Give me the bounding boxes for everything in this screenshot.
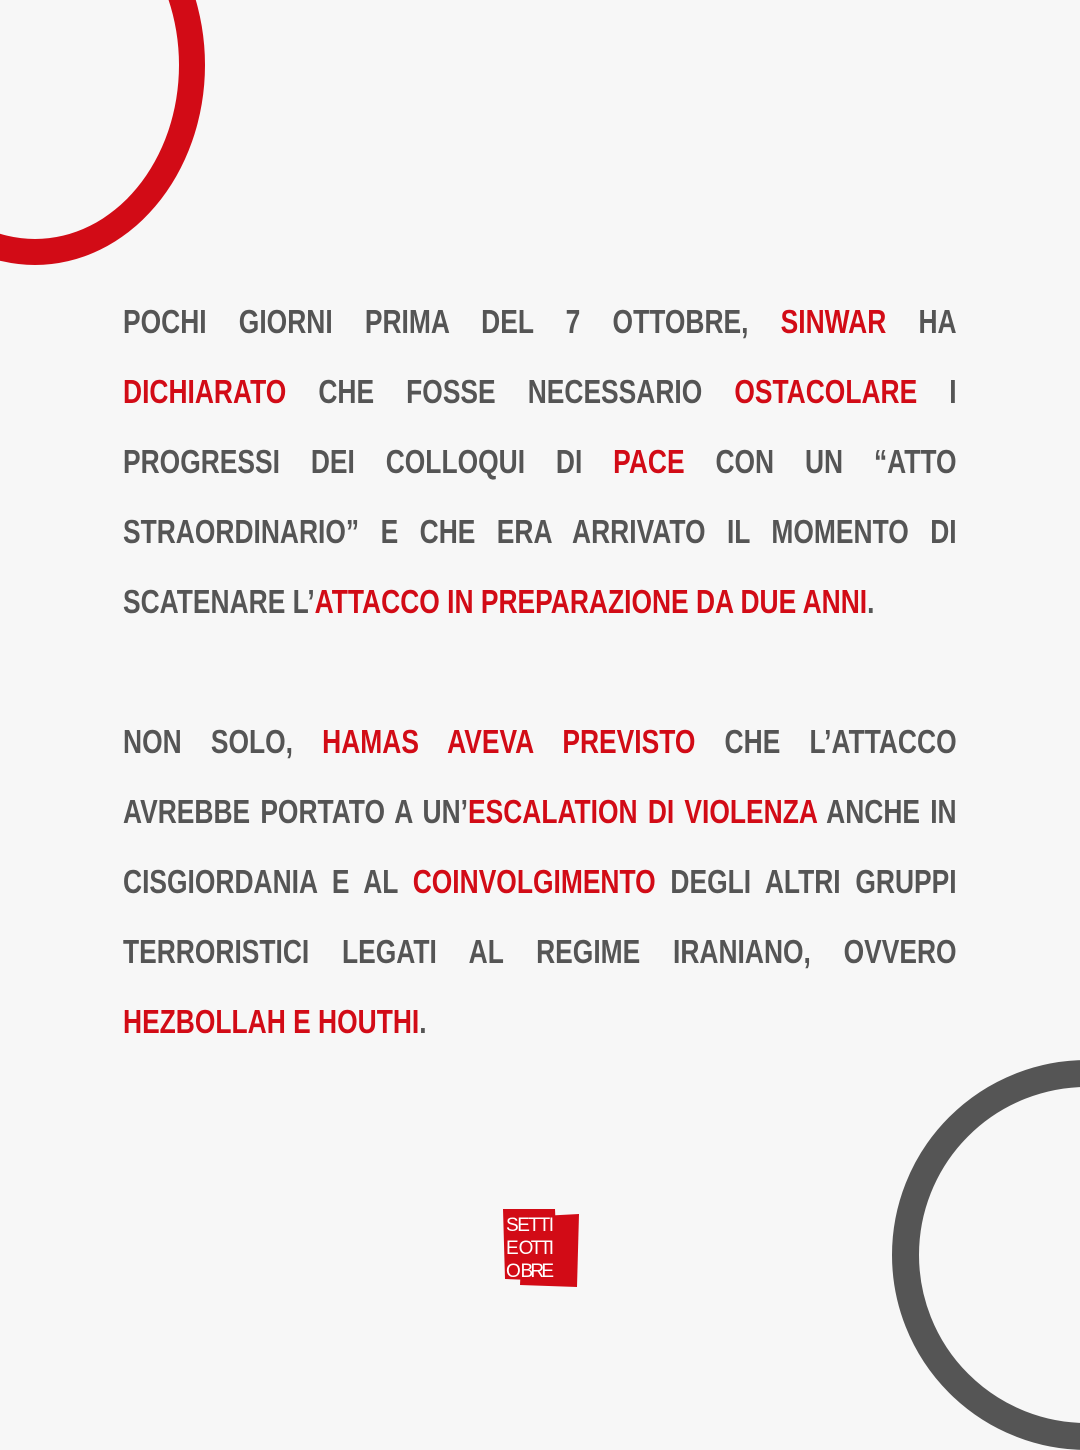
logo-letters (506, 1215, 554, 1282)
logo-row-1: SETTI (506, 1215, 554, 1236)
paragraph-2-line-4 (123, 917, 957, 987)
highlighted-text: SINWAR (780, 303, 887, 340)
paragraph-1-line-4 (123, 497, 957, 567)
paragraph-1-line-2 (123, 357, 957, 427)
body-text: CISGIORDANIA E AL (123, 863, 413, 900)
highlighted-text: HEZBOLLAH E HOUTHI (123, 1003, 420, 1040)
body-text: CHE FOSSE NECESSARIO (286, 373, 735, 410)
paragraph-1 (123, 287, 957, 637)
body-text: I (917, 373, 957, 410)
paragraph-1-line-5 (123, 567, 957, 637)
highlighted-text: OSTACOLARE (734, 373, 918, 410)
highlighted-text: DICHIARATO (123, 373, 287, 410)
body-text: DEGLI ALTRI GRUPPI (655, 863, 957, 900)
decorative-ring-bottom (892, 1060, 1080, 1450)
body-text: POCHI GIORNI PRIMA DEL 7 OTTOBRE, (123, 303, 781, 340)
paragraph-2 (123, 707, 957, 1057)
highlighted-text: HAMAS AVEVA PREVISTO (322, 723, 696, 760)
paragraph-2-line-3 (123, 847, 957, 917)
decorative-ring-top (0, 0, 205, 265)
paragraph-2-line-5 (123, 987, 957, 1057)
highlighted-text: COINVOLGIMENTO (412, 863, 656, 900)
body-text: SCATENARE L’ (123, 583, 315, 620)
logo-row-2: E OTTI (506, 1238, 554, 1259)
body-text: ANCHE IN (816, 793, 957, 830)
highlighted-text: PACE (613, 443, 685, 480)
body-text: NON SOLO, (123, 723, 323, 760)
body-text: HA (886, 303, 957, 340)
paragraph-2-line-1 (123, 707, 957, 777)
highlighted-text: ATTACCO IN PREPARAZIONE DA DUE ANNI (314, 583, 868, 620)
body-text: . (419, 1003, 427, 1040)
body-text: CHE L’ATTACCO (695, 723, 957, 760)
paragraph-1-line-3 (123, 427, 957, 497)
highlighted-text: ESCALATION DI VIOLENZA (467, 793, 817, 830)
body-text: STRAORDINARIO” E CHE ERA ARRIVATO IL MOMENTO DI (123, 513, 957, 550)
body-text: AVREBBE PORTATO A UN’ (123, 793, 468, 830)
body-text: PROGRESSI DEI COLLOQUI DI (123, 443, 614, 480)
paragraph-2-line-2 (123, 777, 957, 847)
body-text: TERRORISTICI LEGATI AL REGIME IRANIANO, OVVERO (123, 933, 957, 970)
sette-ottobre-logo (503, 1209, 579, 1287)
body-text: . (867, 583, 875, 620)
paragraph-1-line-1 (123, 287, 957, 357)
body-text: CON UN “ATTO (684, 443, 957, 480)
logo-row-3: O BRE (506, 1261, 554, 1282)
